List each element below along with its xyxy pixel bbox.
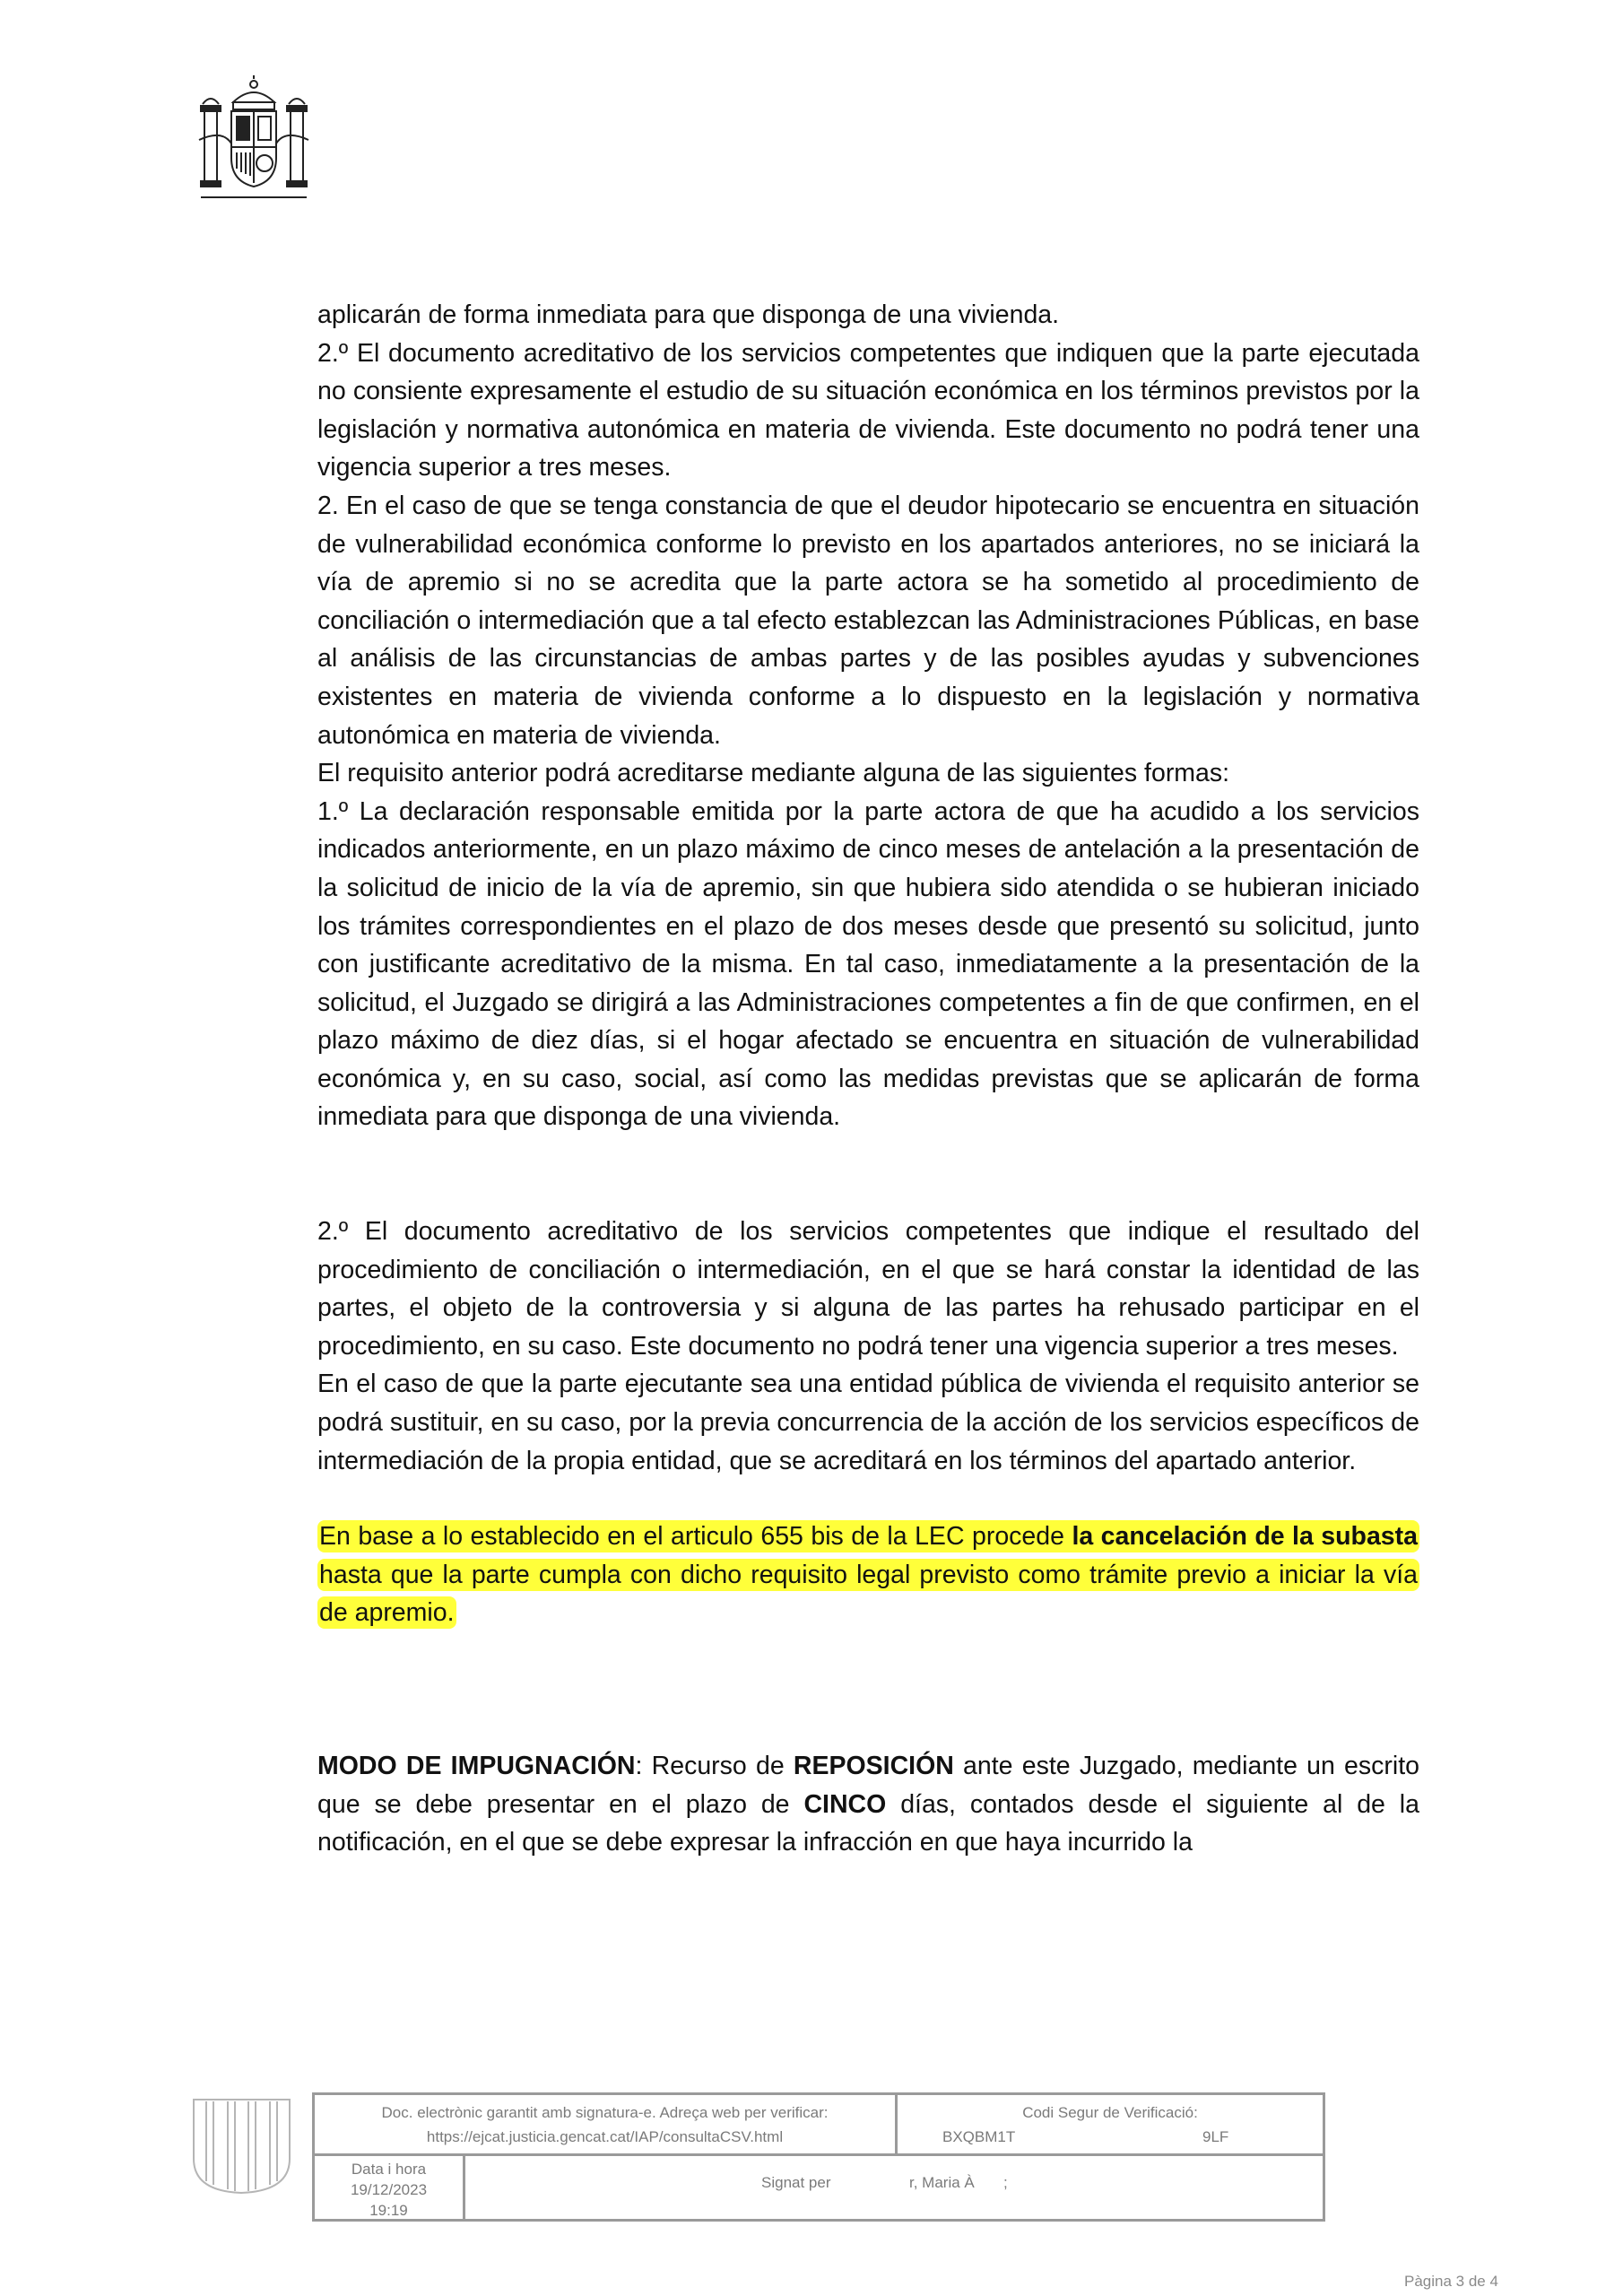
paragraph: 2. En el caso de que se tenga constancia de que el deudor hipotecario se encuentra en situación de vulnerabilidad económica conforme lo previsto en los apartados anteriores, no se iniciará la vía de apremio si no se acredita que la parte actora se ha sometido al procedimiento de conciliación o intermediación que a tal efecto establezcan las Administraciones Públicas, en base al análisis de las circunstancias de ambas partes y de las posibles ayudas y subvenciones existentes en materia de vivienda conforme a lo dispuesto en la legislación y normativa autonómica en materia de vivienda.: [317, 491, 1419, 750]
csv-cell: [898, 2095, 1323, 2156]
document-body: [317, 296, 1419, 1862]
verification-url-cell: Doc. electrònic garantit amb signatura-e. Adreça web per verificar: https://ejcat.justicia.gencat.cat/IAP/consultaCSV.html: [315, 2095, 898, 2156]
verification-box: [312, 2092, 1325, 2222]
paragraph: aplicarán de forma inmediata para que disponga de una vivienda.: [317, 300, 1060, 329]
signer-name: r, Maria À: [909, 2174, 975, 2191]
page-number: Pàgina 3 de 4: [1404, 2273, 1498, 2290]
csv-code-part: 9LF: [1202, 2128, 1229, 2145]
coat-of-arms-logo: [195, 75, 312, 201]
paragraph: 1.º La declaración responsable emitida por la parte actora de que ha acudido a los servicios indicados anteriormente, en un plazo máximo de cinco meses de antelación a la presentación de la solicitud de inicio de la vía de apremio, sin que hubiera sido atendida o se hubieran iniciado los trámites correspondientes en el plazo de dos meses desde que presentó su solicitud, junto con justificante acreditativo de la misma. En tal caso, inmediatamente a la presentación de la solicitud, el Juzgado se dirigirá a las Administraciones competentes a fin de que confirmen, en el plazo máximo de diez días, si el hogar afectado se encuentra en situación de vulnerabilidad económica y, en su caso, social, así como las medidas previstas que se aplicarán de forma inmediata para que disponga de una vivienda.: [317, 796, 1419, 1132]
signer-cell: Signat per r, Maria À ;: [761, 2174, 1008, 2191]
paragraph: 2.º El documento acreditativo de los servicios competentes que indiquen que la parte ejecutada no consiente expresamente el estudio de su situación económica en los términos previstos por la legislación y normativa autonómica en materia de vivienda. Este documento no podrá tener una vigencia superior a tres meses.: [317, 338, 1419, 483]
paragraph: En el caso de que la parte ejecutante sea una entidad pública de vivienda el requisito anterior se podrá sustituir, en su caso, por la previa concurrencia de la acción de los servicios específicos de intermediación de la propia entidad, que se acreditará en los términos del apartado anterior.: [317, 1370, 1419, 1475]
date-cell: Data i hora 19/12/2023 19:19: [315, 2156, 465, 2219]
highlighted-resolution: En base a lo establecido en el articulo 655 bis de la LEC procede la cancelación de la subasta hasta que la parte cumpla con dicho requisito legal previsto como trámite previo a iniciar la vía de apremio.: [319, 1522, 1418, 1628]
subasta-cancel-bold: la cancelación de la subasta: [1072, 1522, 1418, 1552]
signed-by-label: Signat per: [761, 2174, 831, 2191]
signature-date: 19/12/2023: [350, 2181, 428, 2198]
impugnacion-label: MODO DE IMPUGNACIÓN: [317, 1752, 636, 1780]
signature-time: 19:19: [369, 2202, 408, 2219]
verification-url[interactable]: https://ejcat.justicia.gencat.cat/IAP/consultaCSV.html: [426, 2128, 784, 2145]
paragraph: El requisito anterior podrá acreditarse mediante alguna de las siguientes formas:: [317, 759, 1230, 788]
generalitat-emblem-logo: [190, 2096, 293, 2195]
paragraph: 2.º El documento acreditativo de los servicios competentes que indique el resultado del procedimiento de conciliación o intermediación, en el que se hará constar la identidad de las partes, el objeto de la controversia y si alguna de las partes ha rehusado participar en el procedimiento, en su caso. Este documento no podrá tener una vigencia superior a tres meses.: [317, 1217, 1419, 1361]
csv-code-part: BXQBM1T: [942, 2128, 1016, 2145]
csv-label: Codi Segur de Verificació:: [1022, 2104, 1198, 2121]
impugnacion-paragraph: MODO DE IMPUGNACIÓN: Recurso de REPOSICIÓN ante este Juzgado, mediante un escrito que se debe presentar en el plazo de CINCO días, contados desde el siguiente al de la notificación, en el que se debe expresar la infracción en que haya incurrido la: [317, 1752, 1420, 1857]
